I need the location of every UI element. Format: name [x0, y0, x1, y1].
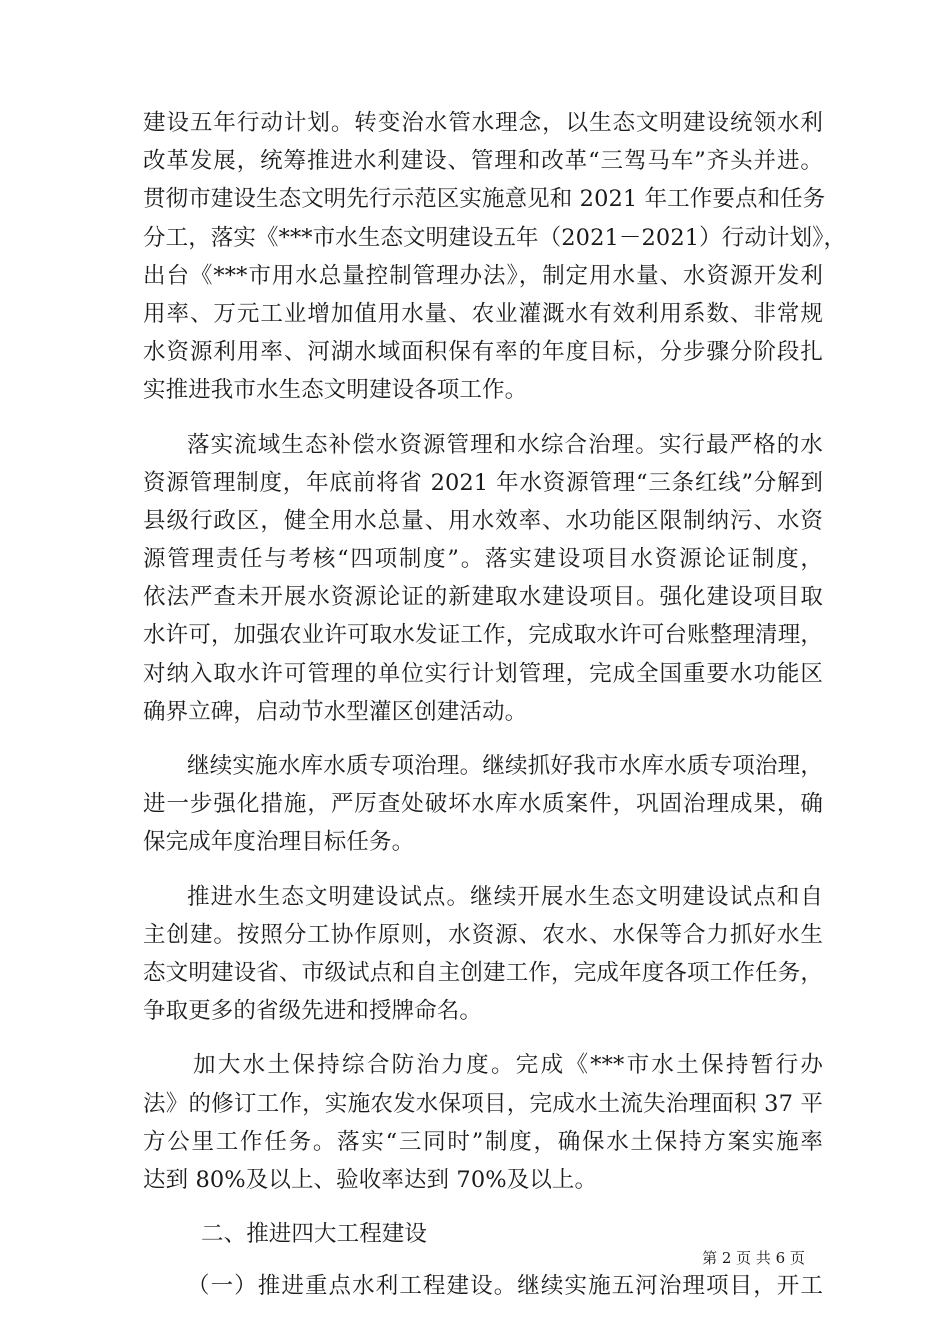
text-line: 法》的修订工作，实施农发水保项目，完成水土流失治理面积 37 平 [143, 1090, 823, 1117]
text-line: 贯彻市建设生态文明先行示范区实施意见和 2021 年工作要点和任务 [143, 186, 826, 213]
text-line: 用率、万元工业增加值用水量、农业灌溉水有效利用系数、非常规 [143, 300, 823, 327]
text-line: 进一步强化措施，严厉查处破坏水库水质案件，巩固治理成果，确 [143, 791, 823, 818]
text-line: 继续实施水库水质专项治理。继续抓好我市水库水质专项治理， [187, 753, 823, 779]
text-line: 源管理责任与考核“四项制度”。落实建设项目水资源论证制度， [143, 546, 823, 573]
text-line: 方公里工作任务。落实“三同时”制度，确保水土保持方案实施率 [143, 1128, 823, 1155]
paragraph [143, 878, 823, 1031]
page-number: 第 2 页 共 6 页 [702, 1249, 805, 1267]
paragraph [143, 104, 847, 410]
paragraph [143, 747, 823, 862]
text-line: 争取更多的省级先进和授牌命名。 [143, 998, 483, 1025]
text-line: 建设五年行动计划。转变治水管水理念，以生态文明建设统领水利 [143, 110, 823, 136]
text-line: 水资源利用率、河湖水域面积保有率的年度目标，分步骤分阶段扎 [143, 339, 823, 366]
text-line: 依法严查未开展水资源论证的新建取水建设项目。强化建设项目取 [143, 584, 823, 611]
text-line: 落实流域生态补偿水资源管理和水综合治理。实行最严格的水 [187, 431, 823, 458]
paragraph [143, 1046, 823, 1199]
document-body [143, 104, 847, 1305]
text-line: 改革发展，统筹推进水利建设、管理和改革“三驾马车”齐头并进。 [143, 148, 823, 175]
text-line: 县级行政区，健全用水总量、用水效率、水功能区限制纳污、水资 [143, 507, 823, 534]
text-line: 推进水生态文明建设试点。继续开展水生态文明建设试点和自 [187, 883, 823, 910]
text-line: 态文明建设省、市级试点和自主创建工作，完成年度各项工作任务， [143, 959, 823, 986]
text-line: 加大水土保持综合防治力度。完成《***市水土保持暂行办 [193, 1052, 823, 1079]
heading-text: 二、推进四大工程建设 [201, 1221, 428, 1248]
text-line: 对纳入取水许可管理的单位实行计划管理，完成全国重要水功能区 [143, 660, 823, 687]
text-line: 水许可，加强农业许可取水发证工作，完成取水许可台账整理清理， [143, 622, 823, 649]
text-line: 实推进我市水生态文明建设各项工作。 [143, 377, 528, 404]
text-line: 主创建。按照分工协作原则，水资源、农水、水保等合力抓好水生 [143, 921, 823, 948]
paragraph [143, 1267, 823, 1305]
text-line: 资源管理制度，年底前将省 2021 年水资源管理“三条红线”分解到 [143, 469, 823, 496]
text-line: 分工，落实《***市水生态文明建设五年（2021－2021）行动计划》， [143, 224, 847, 251]
paragraph [143, 426, 823, 732]
text-line: 出台《***市用水总量控制管理办法》，制定用水量、水资源开发利 [143, 262, 823, 289]
text-line: （一）推进重点水利工程建设。继续实施五河治理项目，开工 [187, 1273, 823, 1300]
text-line: 保完成年度治理目标任务。 [143, 829, 415, 856]
text-line: 确界立碑，启动节水型灌区创建活动。 [143, 698, 528, 725]
text-line: 达到 80%及以上、验收率达到 70%及以上。 [143, 1166, 598, 1193]
